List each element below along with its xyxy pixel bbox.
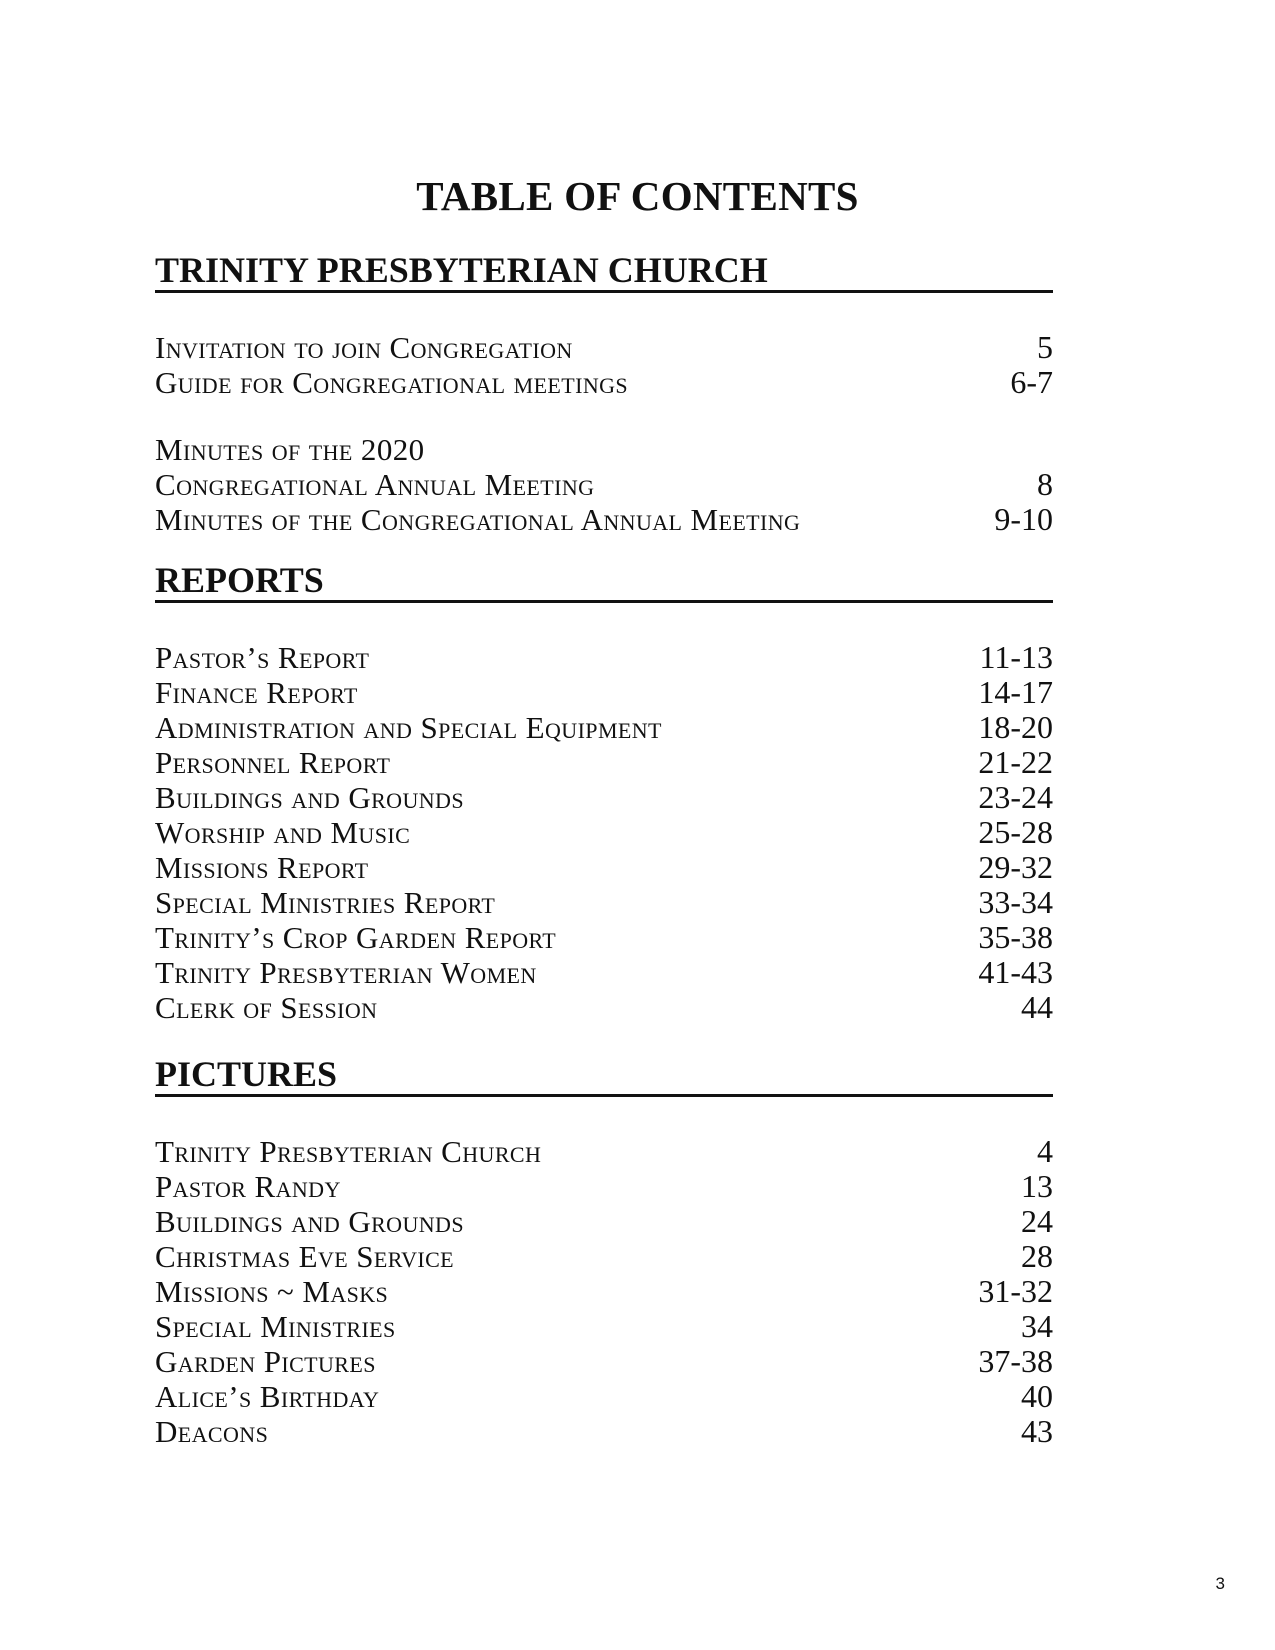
- toc-entry-label: Trinity Presbyterian Women: [155, 955, 537, 990]
- toc-entry[interactable]: [155, 1344, 1053, 1379]
- toc-entry-page: 28: [1021, 1238, 1053, 1274]
- toc-entry-label: Trinity’s Crop Garden Report: [155, 920, 557, 955]
- toc-entry-page: 24: [1021, 1203, 1053, 1239]
- toc-entry-label: Missions Report: [155, 850, 369, 885]
- toc-entry-label: Minutes of the Congregational Annual Meeting: [155, 502, 801, 537]
- toc-entry-label: Buildings and Grounds: [155, 1204, 464, 1239]
- toc-entry-page: 37-38: [978, 1343, 1053, 1379]
- toc-entry-page: 43: [1021, 1413, 1053, 1449]
- toc-entry[interactable]: [155, 1169, 1053, 1204]
- toc-entry-label: Christmas Eve Service: [155, 1239, 455, 1274]
- toc-entry-page: 40: [1021, 1378, 1053, 1414]
- section-reports: [155, 560, 1053, 1025]
- toc-entry-label: Guide for Congregational meetings: [155, 365, 629, 400]
- page-number: 3: [1215, 1574, 1225, 1593]
- toc-entry[interactable]: [155, 1134, 1053, 1169]
- toc-entry-label: Personnel Report: [155, 745, 391, 780]
- toc-entry-label: Buildings and Grounds: [155, 780, 464, 815]
- toc-entry[interactable]: [155, 1274, 1053, 1309]
- toc-entry-label: Worship and Music: [155, 815, 411, 850]
- section-church: [155, 250, 1053, 537]
- toc-entry[interactable]: [155, 710, 1053, 745]
- toc-entry-label: Garden Pictures: [155, 1344, 376, 1379]
- toc-entry[interactable]: [155, 990, 1053, 1025]
- toc-entry-page: 23-24: [978, 779, 1053, 815]
- toc-entry-page: 13: [1021, 1168, 1053, 1204]
- toc-entry-page: 44: [1021, 989, 1053, 1025]
- page-title: TABLE OF CONTENTS: [416, 173, 859, 219]
- toc-entry-page: 31-32: [978, 1273, 1053, 1309]
- toc-entry[interactable]: [155, 365, 1053, 400]
- toc-entry[interactable]: [155, 745, 1053, 780]
- toc-entry-page: 9-10: [994, 501, 1053, 537]
- toc-entry-page: 33-34: [978, 884, 1053, 920]
- section-heading-church: TRINITY PRESBYTERIAN CHURCH: [155, 250, 1053, 293]
- toc-entry[interactable]: [155, 330, 1053, 365]
- toc-entry-page: 34: [1021, 1308, 1053, 1344]
- toc-entry-page: 8: [1037, 466, 1053, 502]
- toc-entry-page: 35-38: [978, 919, 1053, 955]
- toc-entry-label: Pastor Randy: [155, 1169, 341, 1204]
- toc-entry-page: 18-20: [978, 709, 1053, 745]
- toc-entry-label: Missions ~ Masks: [155, 1274, 389, 1309]
- toc-entry-label: Alice’s Birthday: [155, 1379, 380, 1414]
- toc-entry[interactable]: [155, 885, 1053, 920]
- toc-entry[interactable]: [155, 1204, 1053, 1239]
- toc-entry-label: Invitation to join Congregation: [155, 330, 573, 365]
- toc-entry[interactable]: [155, 432, 1053, 467]
- toc-list-church: [155, 330, 1053, 537]
- toc-list-pictures: [155, 1134, 1053, 1449]
- toc-entry-label: Special Ministries: [155, 1309, 396, 1344]
- toc-list-reports: [155, 640, 1053, 1025]
- toc-entry-page: 6-7: [1010, 364, 1053, 400]
- section-heading-pictures: PICTURES: [155, 1054, 1053, 1097]
- toc-entry-page: 25-28: [978, 814, 1053, 850]
- toc-entry-label: Deacons: [155, 1414, 269, 1449]
- toc-entry-page: 21-22: [978, 744, 1053, 780]
- toc-entry-label: Pastor’s Report: [155, 640, 370, 675]
- toc-entry-label: Congregational Annual Meeting: [155, 467, 595, 502]
- toc-entry-label: Trinity Presbyterian Church: [155, 1134, 542, 1169]
- toc-entry[interactable]: [155, 1379, 1053, 1414]
- toc-entry-page: 29-32: [978, 849, 1053, 885]
- toc-entry[interactable]: [155, 780, 1053, 815]
- toc-entry[interactable]: [155, 850, 1053, 885]
- toc-entry[interactable]: [155, 955, 1053, 990]
- toc-entry-page: 4: [1037, 1133, 1053, 1169]
- toc-entry-label: Clerk of Session: [155, 990, 378, 1025]
- toc-entry-page: 41-43: [978, 954, 1053, 990]
- section-heading-reports: REPORTS: [155, 560, 1053, 603]
- toc-entry[interactable]: [155, 502, 1053, 537]
- toc-entry[interactable]: [155, 640, 1053, 675]
- toc-entry-page: 11-13: [979, 639, 1053, 675]
- toc-entry-label: Special Ministries Report: [155, 885, 496, 920]
- toc-entry-page: 14-17: [978, 674, 1053, 710]
- toc-entry-label: Minutes of the 2020: [155, 432, 425, 467]
- toc-entry[interactable]: [155, 467, 1053, 502]
- toc-entry[interactable]: [155, 815, 1053, 850]
- toc-entry[interactable]: [155, 920, 1053, 955]
- toc-entry-label: Administration and Special Equipment: [155, 710, 662, 745]
- toc-entry-page: 5: [1037, 329, 1053, 365]
- toc-entry[interactable]: [155, 675, 1053, 710]
- spacer: [155, 400, 1053, 432]
- toc-entry-label: Finance Report: [155, 675, 358, 710]
- toc-entry[interactable]: [155, 1239, 1053, 1274]
- section-pictures: [155, 1054, 1053, 1449]
- toc-entry[interactable]: [155, 1309, 1053, 1344]
- toc-entry[interactable]: [155, 1414, 1053, 1449]
